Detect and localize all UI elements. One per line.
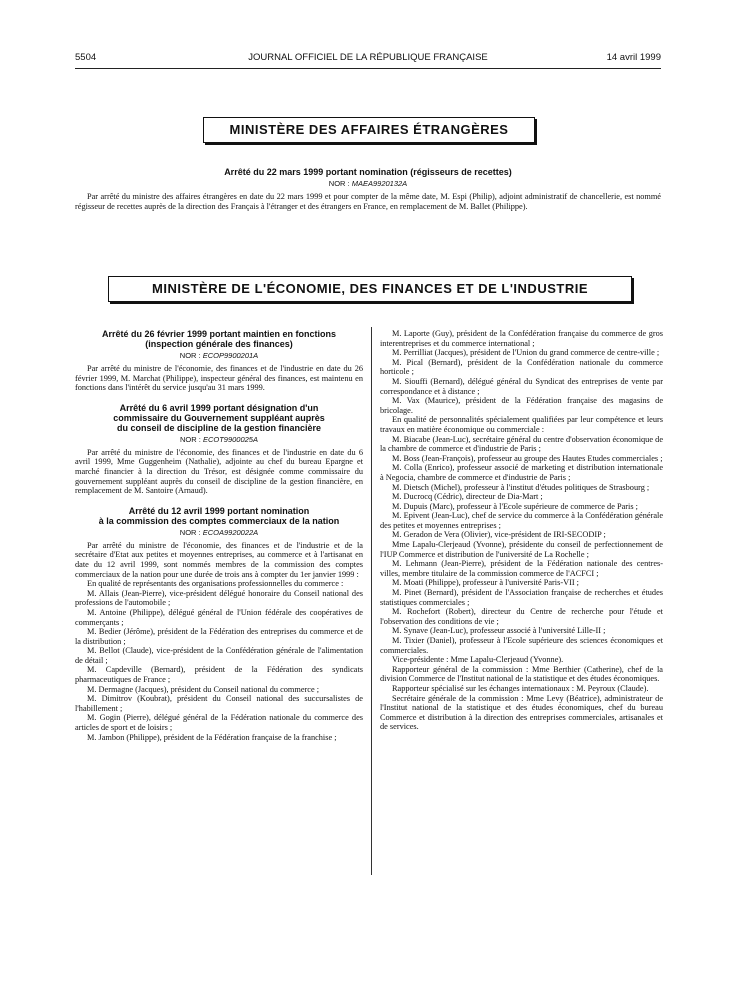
member-paragraph: Secrétaire générale de la commission : Mme Levy (Béatrice), administrateur de l'Institut national de la statistique et des études économiques, chef du bureau Commerce et distribution à la direction des entreprises commerciales, artisanales et de services. (380, 693, 663, 732)
article-title: du conseil de discipline de la gestion financière (116, 422, 322, 433)
article-title: commissaire du Gouvernement suppléant auprès (113, 412, 325, 423)
member-paragraph: Par arrêté du ministre de l'économie, des finances et de l'industrie et de la secrétaire d'Etat aux petites et moyennes entreprises, au commerce et à l'artisanat en date du 12 avril 1999, sont nommés membres de la commission des comptes commerciaux de la nation pour une durée de trois ans à compter du 1er janvier 1999 : (75, 540, 363, 579)
member-paragraph: M. Pical (Bernard), président de la Confédération nationale du commerce horticole ; (380, 357, 663, 377)
right-column (380, 329, 663, 732)
nor-reference: NOR : MAEA9920132A (328, 179, 408, 188)
article-title: (inspection générale des finances) (145, 339, 293, 349)
member-paragraph: M. Laporte (Guy), président de la Confédération française du commerce de gros interentreprises et du commerce international ; (380, 329, 663, 348)
member-paragraph: M. Geradon de Vera (Olivier), vice-président de IRI-SECODIP ; (392, 530, 606, 540)
member-paragraph: M. Tixier (Daniel), professeur à l'Ecole supérieure des sciences économiques et commerciales. (380, 636, 663, 655)
article-title: Arrêté du 12 avril 1999 portant nomination (128, 505, 310, 516)
article-body: Par arrêté du ministre de l'économie, des finances et de l'industrie en date du 6 avril 1999, Mme Guggenheim (Nathalie), adjointe au chef du bureau Epargne et marché financier à la direction du Trésor, est désignée comme commissaire du gouvernement suppléant auprès du conseil de discipline de la gestion financière, en remplacement de M. Santoire (Arnaud). (75, 447, 363, 496)
member-paragraph: M. Vax (Maurice), président de la Fédération française des magasins de bricolage. (380, 396, 663, 415)
member-paragraph: M. Synave (Jean-Luc), professeur associé à l'université Lille-II ; (392, 626, 606, 636)
article-regisseurs (75, 167, 661, 211)
member-list-right (380, 329, 663, 732)
member-paragraph: M. Jambon (Philippe), président de la Fédération française de la franchise ; (87, 732, 337, 742)
member-paragraph: M. Perrilliat (Jacques), président de l'Union du grand commerce de centre-ville ; (392, 348, 660, 358)
member-paragraph: M. Ducrocq (Cédric), directeur de Dia-Mart ; (392, 492, 543, 502)
member-paragraph: M. Siouffi (Bernard), délégué général du Syndicat des entreprises de vente par correspondance et à distance ; (380, 376, 663, 396)
article-maintien (75, 329, 363, 393)
issue-date: 14 avril 1999 (606, 52, 661, 63)
ministry-heading-economy: MINISTÈRE DE L'ÉCONOMIE, DES FINANCES ET DE L'INDUSTRIE (108, 276, 632, 302)
page-header (75, 52, 661, 66)
member-paragraph: M. Gogin (Pierre), délégué général de la Fédération nationale du commerce des articles de sport et de loisirs ; (75, 713, 363, 733)
left-column (75, 329, 363, 742)
member-paragraph: Rapporteur spécialisé sur les échanges internationaux : M. Peyroux (Claude). (392, 683, 649, 693)
column-divider (371, 327, 372, 875)
article-title: Arrêté du 22 mars 1999 portant nomination (régisseurs de recettes) (224, 167, 512, 177)
member-paragraph: Vice-présidente : Mme Lapalu-Clerjeaud (Yvonne). (392, 655, 564, 665)
article-title: Arrêté du 6 avril 1999 portant désignation d'un (119, 402, 319, 413)
ministry-heading-foreign-affairs: MINISTÈRE DES AFFAIRES ÉTRANGÈRES (203, 117, 535, 143)
nor-reference: NOR : ECOP9900201A (179, 351, 259, 360)
member-paragraph: M. Pinet (Bernard), président de l'Association française de recherches et études statistiques commerciales ; (380, 588, 663, 607)
member-paragraph: M. Dermagne (Jacques), président du Conseil national du commerce ; (87, 684, 320, 694)
article-designation (75, 403, 363, 496)
journal-title: JOURNAL OFFICIEL DE LA RÉPUBLIQUE FRANÇAISE (248, 52, 488, 63)
member-paragraph: M. Boss (Jean-François), professeur au groupe des Hautes Etudes commerciales ; (392, 453, 663, 463)
member-paragraph: M. Bedier (Jérôme), président de la Fédération des entreprises du commerce et de la distribution ; (75, 627, 363, 646)
nor-reference: NOR : ECOT9900025A (180, 434, 258, 444)
article-title: Arrêté du 26 février 1999 portant maintien en fonctions (101, 329, 337, 339)
member-paragraph: M. Dietsch (Michel), professeur à l'institut d'études politiques de Strasbourg ; (392, 482, 650, 492)
article-body: Par arrêté du ministre de l'économie, des finances et de l'industrie en date du 26 février 1999, M. Marchat (Philippe), inspecteur général des finances, est maintenu en fonctions dans l'intérêt du service jusqu'au 31 mars 1999. (75, 364, 363, 393)
member-list-left (75, 541, 363, 742)
nor-reference: NOR : ECOA9920022A (179, 527, 259, 537)
member-paragraph: M. Epivent (Jean-Luc), chef de service du commerce à la Confédération générale des petites et moyennes entreprises ; (380, 511, 663, 530)
member-paragraph: M. Antoine (Philippe), délégué général de l'Union fédérale des coopératives de commerçants ; (75, 607, 363, 627)
member-paragraph: Rapporteur général de la commission : Mme Berthier (Catherine), chef de la division Commerce de l'Institut national de la statistique et des études économiques. (380, 664, 663, 684)
member-paragraph: M. Rochefort (Robert), directeur du Centre de recherche pour l'étude et l'observation des conditions de vie ; (380, 607, 663, 626)
member-paragraph: M. Colla (Enrico), professeur associé de marketing et distribution internationale à Negocia, chambre de commerce et d'industrie de Paris ; (380, 463, 663, 482)
article-commission (75, 506, 363, 742)
member-paragraph: En qualité de personnalités spécialement qualifiées par leur compétence et leurs travaux en matière économique ou commerciale : (380, 415, 663, 434)
member-paragraph: M. Allais (Jean-Pierre), vice-président délégué honoraire du Conseil national des professions de l'automobile ; (75, 588, 363, 608)
member-paragraph: Mme Lapalu-Clerjeaud (Yvonne), présidente du conseil de perfectionnement de l'IUP Commerce et distribution de l'université de La Rochelle ; (380, 540, 663, 559)
article-title: à la commission des comptes commerciaux de la nation (98, 515, 340, 526)
page-number: 5504 (75, 52, 97, 63)
member-paragraph: M. Capdeville (Bernard), président de la Fédération des syndicats pharmaceutiques de France ; (75, 665, 363, 685)
member-paragraph: M. Bellot (Claude), vice-président de la Confédération générale de l'alimentation de détail ; (75, 646, 363, 665)
member-paragraph: En qualité de représentants des organisations professionnelles du commerce : (87, 579, 344, 589)
header-rule (75, 68, 661, 69)
member-paragraph: M. Biacabe (Jean-Luc), secrétaire général du centre d'observation économique de la chambre de commerce et d'industrie de Paris ; (380, 434, 663, 454)
member-paragraph: M. Dupuis (Marc), professeur à l'Ecole supérieure de commerce de Paris ; (392, 501, 638, 511)
member-paragraph: M. Lehmann (Jean-Pierre), président de la Fédération nationale des centres-villes, membre titulaire de la commission commerce de l'ACFCI ; (380, 559, 663, 578)
member-paragraph: M. Dimitrov (Koubrat), président du Conseil national des succursalistes de l'habillement ; (75, 694, 363, 713)
article-body: Par arrêté du ministre des affaires étrangères en date du 22 mars 1999 et pour compter de la même date, M. Espi (Philip), adjoint administratif de chancellerie, est nommé régisseur de recettes auprès de la direction des Français à l'étranger et des étrangers en France, en remplacement de M. Ballet (Philippe). (75, 192, 661, 211)
member-paragraph: M. Moati (Philippe), professeur à l'université Paris-VII ; (392, 578, 579, 588)
